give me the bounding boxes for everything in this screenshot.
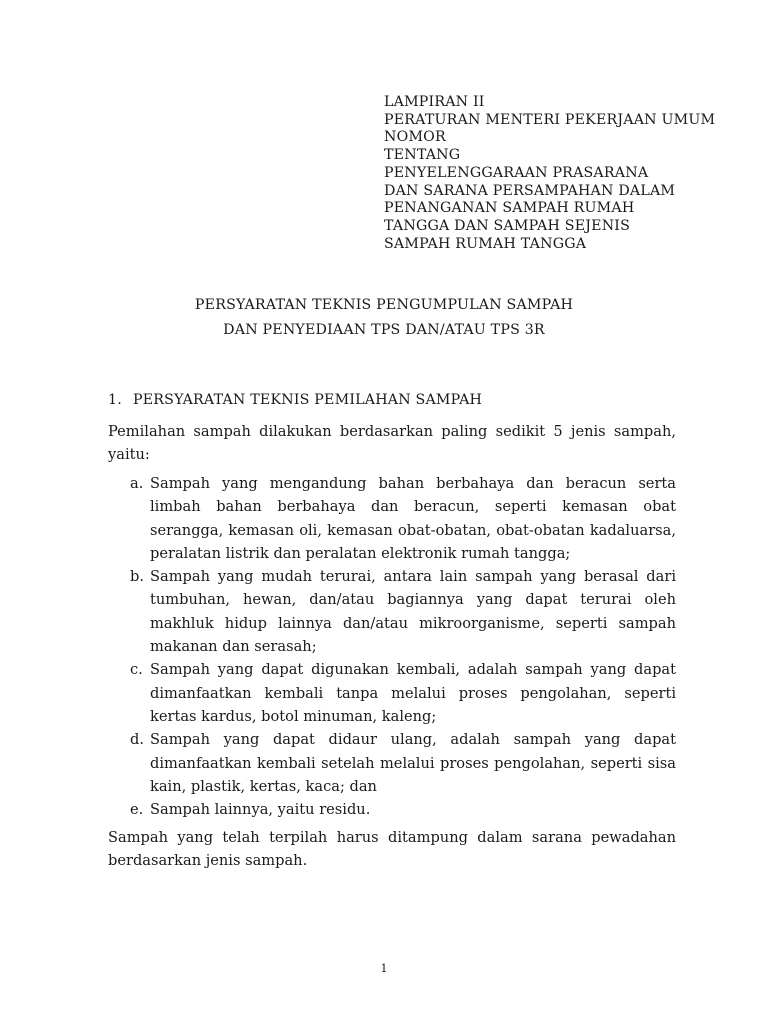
- intro-paragraph: Pemilahan sampah dilakukan berdasarkan paling sedikit 5 jenis sampah, yaitu:: [108, 423, 676, 463]
- list-item-text: Sampah yang dapat didaur ulang, adalah sampah yang dapat dimanfaatkan kembali setelah melalui proses pengolahan, seperti sisa kain, plastik, kertas, kaca; dan: [150, 731, 676, 795]
- page-number: 1: [380, 962, 388, 975]
- list-item: [130, 472, 676, 565]
- document-title-line-1: PERSYARATAN TEKNIS PENGUMPULAN SAMPAH: [194, 297, 574, 313]
- list-marker: a.: [130, 475, 144, 492]
- header-line-subject-2: DAN SARANA PERSAMPAHAN DALAM: [384, 182, 676, 199]
- document-title-line-2: DAN PENYEDIAAN TPS DAN/ATAU TPS 3R: [223, 322, 545, 338]
- header-line-subject-3: PENANGANAN SAMPAH RUMAH: [384, 200, 635, 217]
- appendix-header: [384, 94, 744, 253]
- list-item-text: Sampah yang mengandung bahan berbahaya dan beracun serta limbah bahan berbahaya dan beracun, seperti kemasan obat serangga, kemasan oli, kemasan obat-obatan, obat-obatan kadaluarsa, peralatan listrik dan peralatan elektronik rumah tangga;: [150, 475, 676, 562]
- header-line-regulation: PERATURAN MENTERI PEKERJAAN UMUM: [384, 111, 716, 128]
- list-marker: d.: [130, 731, 144, 749]
- header-line-about: TENTANG: [384, 147, 461, 164]
- section-heading: [108, 392, 482, 408]
- header-line-appendix: LAMPIRAN II: [384, 94, 485, 110]
- list-marker: b.: [130, 568, 144, 586]
- header-line-subject-1: PENYELENGGARAAN PRASARANA: [384, 164, 649, 181]
- waste-type-list: [130, 472, 676, 821]
- closing-paragraph: Sampah yang telah terpilah harus ditampung dalam sarana pewadahan berdasarkan jenis sampah.: [108, 829, 676, 869]
- list-marker: c.: [130, 661, 143, 679]
- list-item: [130, 565, 676, 658]
- list-item-text: Sampah lainnya, yaitu residu.: [150, 801, 371, 819]
- section-number: 1.: [108, 392, 122, 408]
- list-item: [130, 728, 676, 798]
- header-line-subject-5: SAMPAH RUMAH TANGGA: [384, 235, 587, 252]
- list-item-text: Sampah yang dapat digunakan kembali, adalah sampah yang dapat dimanfaatkan kembali tanpa melalui proses pengolahan, seperti kertas kardus, botol minuman, kaleng;: [150, 661, 676, 725]
- header-line-number: NOMOR: [384, 129, 446, 146]
- list-item-text: Sampah yang mudah terurai, antara lain sampah yang berasal dari tumbuhan, hewan, dan/atau bagiannya yang dapat terurai oleh makhluk hidup lainnya dan/atau mikroorganisme, seperti sampah makanan dan serasah;: [150, 568, 676, 656]
- header-line-subject-4: TANGGA DAN SAMPAH SEJENIS: [384, 217, 631, 234]
- section-heading-text: PERSYARATAN TEKNIS PEMILAHAN SAMPAH: [133, 392, 483, 408]
- list-item: [130, 798, 676, 821]
- list-item: [130, 658, 676, 728]
- list-marker: e.: [130, 801, 144, 819]
